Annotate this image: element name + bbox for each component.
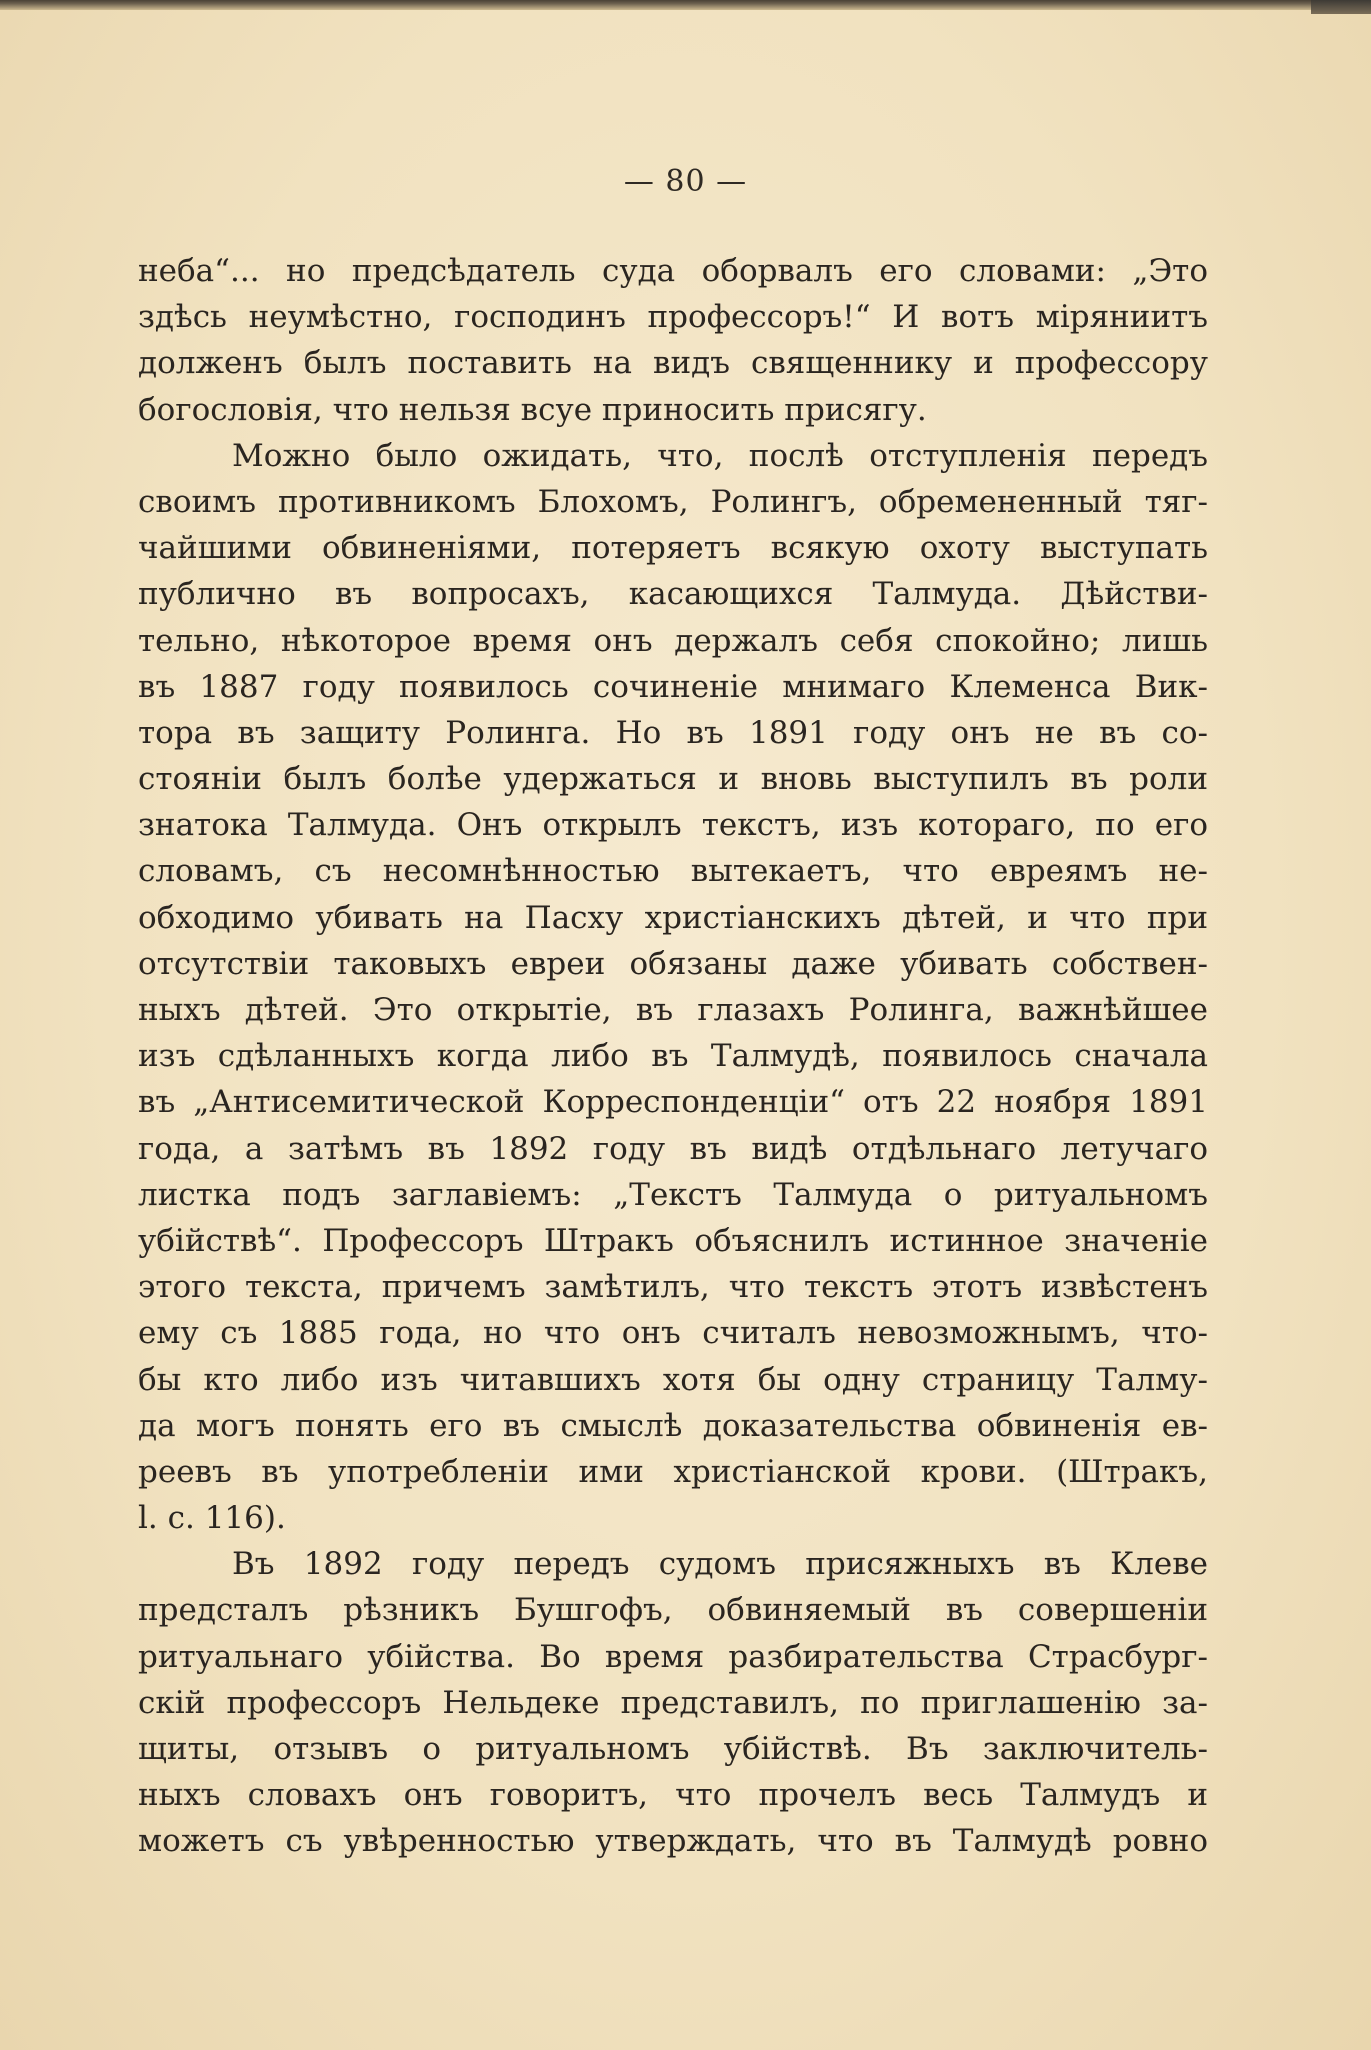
body-text: [138, 248, 1208, 1865]
text-line: ему съ 1885 года, но что онъ считалъ невозможнымъ, что-: [138, 1315, 1208, 1352]
text-line: ныхъ словахъ онъ говоритъ, что прочелъ весь Талмудъ и: [138, 1777, 1208, 1814]
text-line: предсталъ рѣзникъ Бушгофъ, обвиняемый въ совершеніи: [138, 1592, 1208, 1629]
text-line: чайшими обвиненіями, потеряетъ всякую охоту выступать: [138, 530, 1208, 567]
text-line: тельно, нѣкоторое время онъ держалъ себя спокойно; лишь: [138, 622, 1208, 659]
page-corner-shadow: [1311, 0, 1371, 14]
text-line: да могъ понять его въ смыслѣ доказательства обвиненія ев-: [138, 1407, 1208, 1444]
text-line: обходимо убивать на Пасху христіанскихъ дѣтей, и что при: [138, 899, 1208, 936]
text-line: въ „Антисемитической Корреспонденціи“ отъ 22 ноября 1891: [138, 1084, 1208, 1121]
text-line: убійствѣ“. Профессоръ Штракъ объяснилъ истинное значеніе: [138, 1222, 1208, 1259]
text-line: публично въ вопросахъ, касающихся Талмуда. Дѣйстви-: [138, 576, 1208, 613]
text-line: l. c. 116).: [138, 1500, 286, 1537]
text-line: богословія, что нельзя всуе приносить присягу.: [138, 391, 927, 428]
text-line: знатока Талмуда. Онъ открылъ текстъ, изъ котораго, по его: [138, 807, 1208, 844]
text-line: Можно было ожидать, что, послѣ отступленія передъ: [232, 437, 1208, 474]
text-line: бы кто либо изъ читавшихъ хотя бы одну страницу Талму-: [138, 1361, 1208, 1398]
text-line: листка подъ заглавіемъ: „Текстъ Талмуда о ритуальномъ: [138, 1176, 1208, 1213]
page-number: — 80 —: [623, 164, 748, 199]
text-line: Въ 1892 году передъ судомъ присяжныхъ въ Клеве: [232, 1546, 1208, 1583]
text-line: неба“... но предсѣдатель суда оборвалъ его словами: „Это: [138, 253, 1208, 289]
text-line: ныхъ дѣтей. Это открытіе, въ глазахъ Ролинга, важнѣйшее: [138, 992, 1208, 1028]
text-line: можетъ съ увѣренностью утверждать, что въ Талмудѣ ровно: [138, 1823, 1208, 1860]
text-line: тора въ защиту Ролинга. Но въ 1891 году онъ не въ со-: [138, 714, 1208, 751]
text-line: изъ сдѣланныхъ когда либо въ Талмудѣ, появилось сначала: [138, 1038, 1208, 1075]
text-line: года, а затѣмъ въ 1892 году въ видѣ отдѣльнаго летучаго: [138, 1130, 1208, 1167]
text-line: этого текста, причемъ замѣтилъ, что текстъ этотъ извѣстенъ: [138, 1269, 1208, 1306]
text-line: ритуальнаго убійства. Во время разбирательства Страсбург-: [138, 1638, 1208, 1675]
text-line: своимъ противникомъ Блохомъ, Ролингъ, обремененный тяг-: [138, 483, 1208, 520]
text-line: скій профессоръ Нельдеке представилъ, по приглашенію за-: [138, 1684, 1208, 1721]
page-top-edge: [0, 0, 1371, 10]
text-line: словамъ, съ несомнѣнностью вытекаетъ, что евреямъ не-: [138, 853, 1208, 890]
text-line: долженъ былъ поставить на видъ священнику и профессору: [138, 345, 1208, 382]
text-line: реевъ въ употребленіи ими христіанской крови. (Штракъ,: [138, 1453, 1208, 1490]
text-line: въ 1887 году появилось сочиненіе мнимаго Клеменса Вик-: [138, 668, 1208, 705]
text-line: здѣсь неумѣстно, господинъ профессоръ!“ И вотъ міряниитъ: [138, 299, 1208, 336]
text-line: отсутствіи таковыхъ евреи обязаны даже убивать собствен-: [138, 945, 1208, 982]
text-line: стояніи былъ болѣе удержаться и вновь выступилъ въ роли: [138, 761, 1208, 798]
text-line: щиты, отзывъ о ритуальномъ убійствѣ. Въ заключитель-: [138, 1731, 1208, 1767]
